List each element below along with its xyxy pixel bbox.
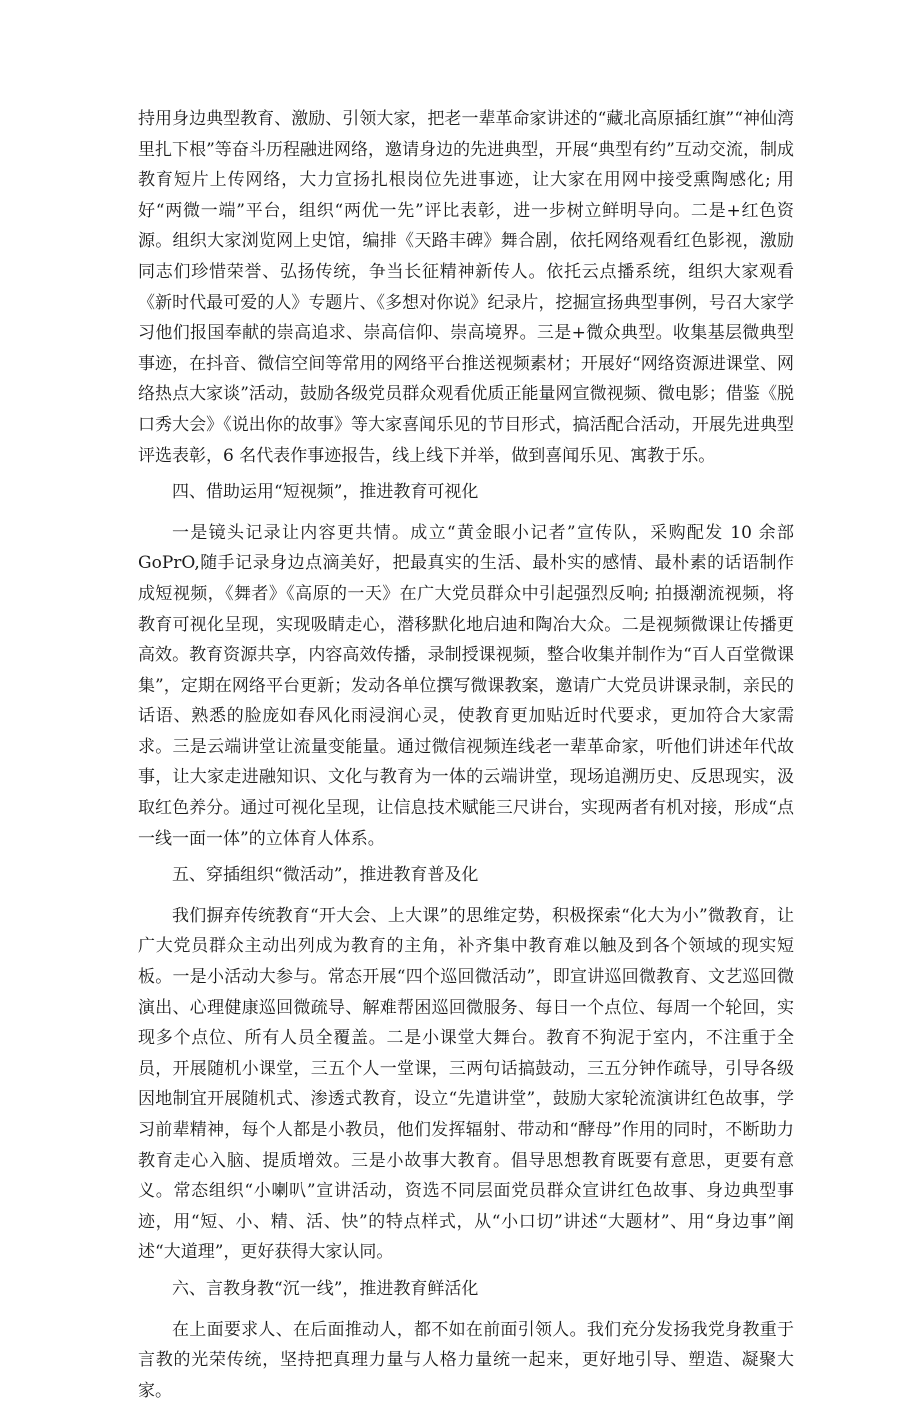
section-heading-6: 六、言教身教“沉一线”，推进教育鲜活化 bbox=[172, 1278, 479, 1299]
body-paragraph-2: 一是镜头记录让内容更共情。成立“黄金眼小记者”宣传队，采购配发 10 余部 GoPrO,随手记录身边点滴美好，把最真实的生活、最朴实的感情、最朴素的话语制作成短视频，《舞者》《高原的一天》在广大党员群众中引起强烈反响; 拍摄潮流视频，将教育可视化呈现，实现吸睛走心，潜移默化地启迪和陶冶大众。二是视频微课让传播更高效。教育资源共享，内容高效传播，录制授课视频，整合收集并制作为“百人百堂微课集”，定期在网络平台更新；发动各单位撰写微课教案，邀请广大党员讲课录制，亲民的话语、熟悉的脸庞如春风化雨浸润心灵，使教育更加贴近时代要求，更加符合大家需求。三是云端讲堂让流量变能量。通过微信视频连线老一辈革命家，听他们讲述年代故事，让大家走进融知识、文化与教育为一体的云端讲堂，现场追溯历史、反思现实，汲取红色养分。通过可视化呈现，让信息技术赋能三尺讲台，实现两者有机对接，形成“点一线一面一体”的立体育人体系。 bbox=[138, 522, 794, 849]
body-paragraph-3: 我们摒弃传统教育“开大会、上大课”的思维定势，积极探索“化大为小”微教育，让广大党员群众主动出列成为教育的主角，补齐集中教育难以触及到各个领域的现实短板。一是小活动大参与。常态开展“四个巡回微活动”，即宣讲巡回微教育、文艺巡回微演出、心理健康巡回微疏导、解难帮困巡回微服务、每日一个点位、每周一个轮回，实现多个点位、所有人员全覆盖。二是小课堂大舞台。教育不狗泥于室内，不注重于全员，开展随机小课堂，三五个人一堂课，三两句话搞鼓动，三五分钟作疏导，引导各级因地制宜开展随机式、渗透式教育，设立“先遣讲堂”，鼓励大家轮流演讲红色故事，学习前辈精神，每个人都是小教员，他们发挥辐射、带动和“酵母”作用的同时，不断助力教育走心入脑、提质增效。三是小故事大教育。倡导思想教育既要有意思，更要有意义。常态组织“小喇叭”宣讲活动，资选不同层面党员群众宣讲红色故事、身边典型事迹，用“短、小、精、活、快”的特点样式，从“小口切”讲述“大题材”、用“身边事”阐述“大道理”，更好获得大家认同。 bbox=[138, 905, 794, 1263]
body-paragraph-4: 在上面要求人、在后面推动人，都不如在前面引领人。我们充分发扬我党身教重于言教的光荣传统，坚持把真理力量与人格力量统一起来，更好地引导、塑造、凝聚大家。 bbox=[138, 1319, 794, 1401]
document-body bbox=[138, 104, 794, 1406]
section-heading-5: 五、穿插组织“微活动”，推进教育普及化 bbox=[172, 865, 479, 886]
body-paragraph-1: 持用身边典型教育、激励、引领大家，把老一辈革命家讲述的“藏北高原插红旗”“神仙湾里扎下根”等奋斗历程融进网络，邀请身边的先进典型，开展“典型有约”互动交流，制成教育短片上传网络，大力宣扬扎根岗位先进事迹，让大家在用网中接受熏陶感化; 用好“两微一端”平台，组织“两优一先”评比表彰，进一步树立鲜明导向。二是+红色资源。组织大家浏览网上史馆，编排《天路丰碑》舞合剧，依托网络观看红色影视，激励同志们珍惜荣誉、弘扬传统，争当长征精神新传人。依托云点播系统，组织大家观看《新时代最可爱的人》专题片、《多想对你说》纪录片，挖掘宣扬典型事例，号召大家学习他们报国奉献的崇高追求、崇高信仰、崇高境界。三是+微众典型。收集基层微典型事迹，在抖音、微信空间等常用的网络平台推送视频素材；开展好“网络资源进课堂、网络热点大家谈”活动，鼓励各级党员群众观看优质正能量网宣微视频、微电影；借鉴《脱口秀大会》《说出你的故事》等大家喜闻乐见的节目形式，搞活配合活动，开展先进典型评选表彰，6 名代表作事迹报告，线上线下并举，做到喜闻乐见、寓教于乐。 bbox=[138, 109, 794, 466]
section-heading-4: 四、借助运用“短视频”，推进教育可视化 bbox=[172, 482, 479, 503]
